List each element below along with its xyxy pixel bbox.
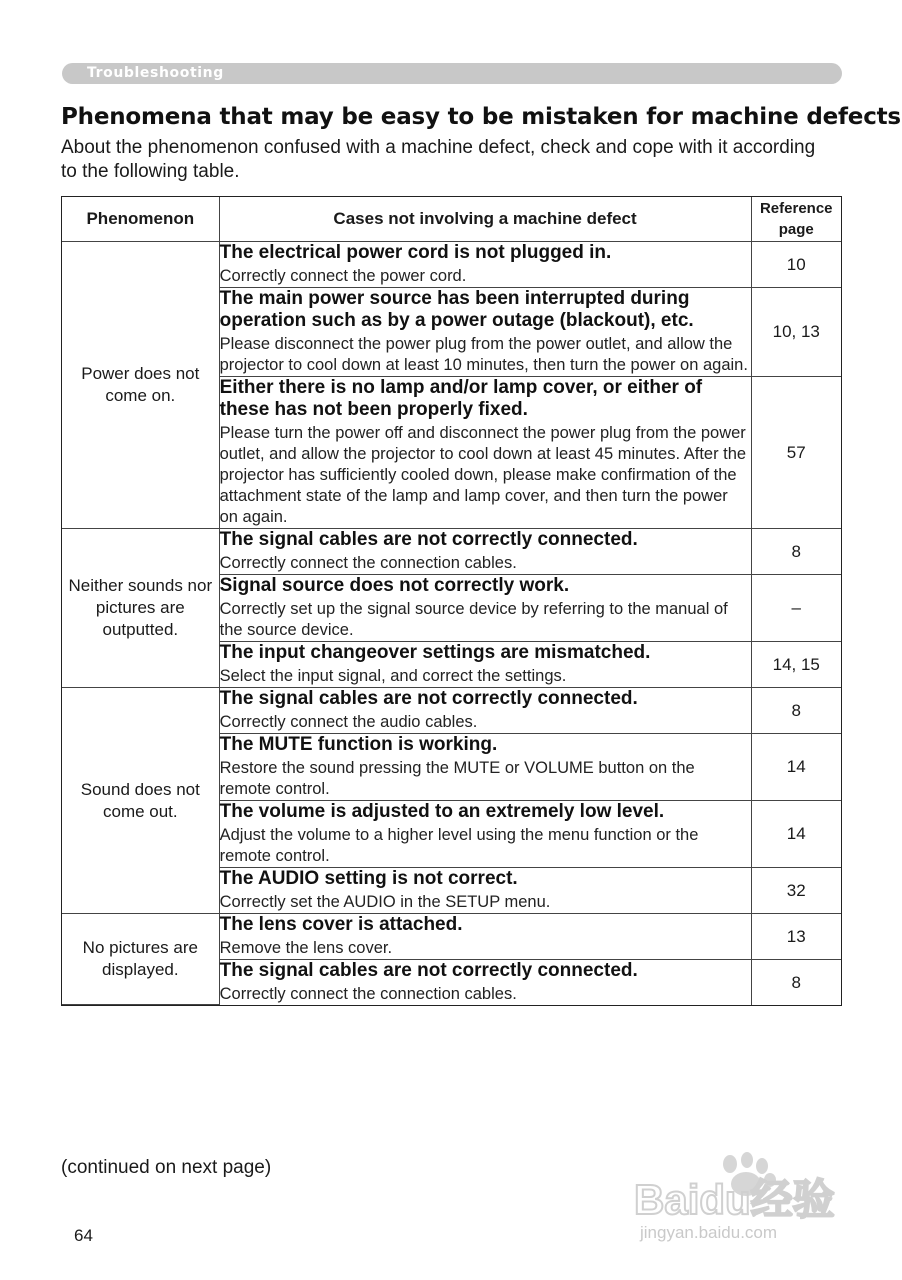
case-title: The input changeover settings are mismatched. <box>219 642 651 663</box>
baidu-jingyan-watermark <box>630 1150 845 1250</box>
table-row <box>62 242 841 288</box>
case-description: Correctly set the AUDIO in the SETUP menu. <box>219 893 551 911</box>
case-title: The main power source has been interrupted during operation such as by a power outage (blackout), etc. <box>219 288 694 331</box>
case-description: Please disconnect the power plug from the power outlet, and allow the projector to cool down at least 10 minutes, then turn the power on again. <box>219 335 748 374</box>
page-title: Phenomena that may be easy to be mistaken for machine defects <box>61 104 901 130</box>
reference-page-cell: 8 <box>791 972 801 992</box>
case-cell <box>220 868 752 914</box>
phenomenon-cell: Power does not come on. <box>62 242 220 529</box>
table-row <box>62 688 841 734</box>
reference-page-cell: 32 <box>752 868 842 914</box>
case-cell <box>220 377 752 529</box>
case-description: Correctly connect the audio cables. <box>219 713 478 731</box>
troubleshooting-table <box>61 196 842 1006</box>
watermark-url: jingyan.baidu.com <box>640 1223 778 1242</box>
reference-page-cell: 14 <box>752 734 842 801</box>
watermark-brand: Baidu经验 <box>634 1176 835 1223</box>
case-cell <box>220 734 752 801</box>
case-description: Please turn the power off and disconnect the power plug from the power outlet, and allow the projector to cool down at least 45 minutes. After the projector has sufficiently cooled down, please make confirmation of the attachment state of the lamp and lamp cover, and then turn the power on again. <box>219 424 747 526</box>
section-label: Troubleshooting <box>87 65 224 81</box>
case-description: Correctly set up the signal source device by referring to the manual of the source device. <box>219 600 728 639</box>
header-reference-line2: page <box>778 221 814 238</box>
case-cell <box>220 801 752 868</box>
reference-page-cell: 14, 15 <box>752 642 842 688</box>
header-reference-line1: Reference <box>759 200 833 217</box>
case-title: Signal source does not correctly work. <box>219 575 570 596</box>
reference-page-cell: 14 <box>752 801 842 868</box>
case-description: Correctly connect the power cord. <box>219 267 467 285</box>
case-description: Correctly connect the connection cables. <box>219 554 517 572</box>
case-description: Adjust the volume to a higher level using the menu function or the remote control. <box>219 826 699 865</box>
case-cell <box>220 288 752 377</box>
phenomenon-cell: No pictures are displayed. <box>62 914 220 1005</box>
table-row <box>62 529 841 575</box>
case-title: The signal cables are not correctly connected. <box>219 688 638 709</box>
case-cell <box>220 642 752 688</box>
case-description: Correctly connect the connection cables. <box>219 985 517 1003</box>
phenomenon-cell: Sound does not come out. <box>62 688 220 914</box>
table-header-row <box>62 197 841 242</box>
case-cell <box>220 575 752 642</box>
reference-page-cell: 8 <box>752 529 842 575</box>
phenomenon-cell: Neither sounds nor pictures are outputted. <box>62 529 220 688</box>
reference-page-cell: 10, 13 <box>752 288 842 377</box>
header-phenomenon: Phenomenon <box>62 197 220 242</box>
reference-page-cell: 10 <box>752 242 842 288</box>
reference-page-cell: – <box>752 575 842 642</box>
case-title: The signal cables are not correctly connected. <box>219 960 638 981</box>
header-cases: Cases not involving a machine defect <box>220 197 752 242</box>
case-title: The electrical power cord is not plugged in. <box>219 242 612 263</box>
case-title: The signal cables are not correctly connected. <box>219 529 638 550</box>
intro-paragraph: About the phenomenon confused with a machine defect, check and cope with it according to the following table. <box>61 137 816 182</box>
continued-note: (continued on next page) <box>61 1157 272 1178</box>
reference-page-cell: 8 <box>752 688 842 734</box>
header-reference-page <box>752 197 842 242</box>
case-cell <box>220 688 752 734</box>
reference-page-cell: 57 <box>752 377 842 529</box>
page-number: 64 <box>74 1226 93 1245</box>
case-cell <box>220 529 752 575</box>
case-title: Either there is no lamp and/or lamp cover, or either of these has not been properly fixed. <box>219 377 703 420</box>
case-cell <box>220 914 752 960</box>
case-title: The AUDIO setting is not correct. <box>219 868 518 889</box>
case-description: Restore the sound pressing the MUTE or VOLUME button on the remote control. <box>219 759 695 798</box>
case-cell <box>220 242 752 288</box>
case-cell <box>220 960 752 1005</box>
case-description: Remove the lens cover. <box>219 939 393 957</box>
table-row <box>62 914 841 960</box>
reference-page-cell: 13 <box>752 914 842 960</box>
case-title: The MUTE function is working. <box>219 734 498 755</box>
case-title: The volume is adjusted to an extremely low level. <box>219 801 665 822</box>
case-title: The lens cover is attached. <box>219 914 463 935</box>
case-description: Select the input signal, and correct the settings. <box>219 667 567 685</box>
